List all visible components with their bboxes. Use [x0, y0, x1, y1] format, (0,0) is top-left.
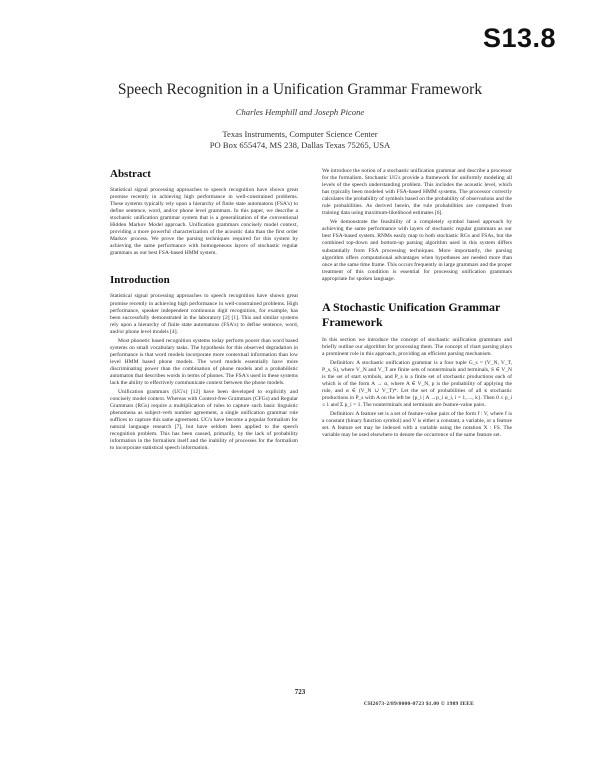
definition-paragraph-2: Definition: A feature set is a set of feature-value pairs of the form f : V, where f is a constant (binary function symbol) and V is either a constant, a variable, or a feature set. A feature set may be indexed with a variable using the notation X : FS. The variable may be used elsewhere to denote the occurrence of the same feature set.: [322, 411, 512, 439]
right-paragraph-1: We introduce the notion of a stochastic unification grammar and describe a processor for the formalism. Stochastic UG's provide a framework for uniformly modeling all levels of the speech understanding problem. This includes the acoustic level, which has typically been modeled with FSA-based HMM systems. The processor correctly calculates the probability of symbols based on the probability of observations and the rule probabilities. As derived herein, the rule probabilities are computed from training data using maximum-likelihood estimates [6].: [322, 168, 512, 217]
session-code: S13.8: [482, 23, 556, 53]
introduction-heading: Introduction: [110, 274, 170, 287]
right-paragraph-3: In this section we introduce the concept of stochastic unification grammars and briefly outline our algorithm for processing them. The concept of chart parsing plays a prominent role in this approach, providing an efficient parsing mechanism.: [322, 336, 512, 357]
intro-paragraph-2: Most phonetic based recognition systems today perform poorer than word based systems on small vocabulary tasks. The hypothesis for this observed degradation in performance is that word models incorporate more contextual information than low level HMM based phone models. The word models essentially have more discriminating power than the combination of phone models and a probabilistic automaton that describes words in terms of phones. The FSA's used in these systems lack the ability to effectively communicate context between the phone models.: [110, 337, 298, 387]
page-number: 723: [294, 688, 306, 696]
catalog-code: CH2673-2/89/0000-0723 $1.00 © 1989 IEEE: [363, 701, 474, 707]
authors: Charles Hemphill and Joseph Picone: [235, 107, 365, 117]
intro-paragraph-1: Statistical signal processing approaches to speech recognition have shown great promise recently in achieving high performance in well-constrained problems. High performance, speaker independent continuous digit recognition, for example, has been successfully demonstrated in the laboratory [2] [1]. This and similar systems rely upon a hierarchy of finite state automatons (FSA's) to define sentence, word, and/or phone level models [4].: [110, 293, 298, 335]
affiliation-line-2: PO Box 655474, MS 238, Dallas Texas 75265, USA: [209, 140, 391, 150]
intro-paragraph-3: Unification grammars (UG's) [12] have been developed to explicitly and concisely model context. Whereas with Context-free Grammars (CFGs) and Regular Grammars (RGs) require a multiplication of rules to capture such basic linguistic phenomena as subject-verb number agreement, a single unification grammar rule suffices to capture this same agreement. UG's have become a popular formalism for natural language research [7], but have seldom been applied to the speech recognition problem. This has been caused, primarily, by the lack of probability information in the formalism itself and the inability of processes for the formalism to incorporate statistical speech information.: [110, 389, 298, 452]
definition-paragraph-1: Definition: A stochastic unification grammar is a four tuple G_s = (V_N, V_T, P_s, S), where V_N and V_T are finite sets of nonterminals and terminals, S ∈ V_N is the set of start symbols, and P_s is a finite set of stochastic productions each of which is of the form A → α, where A ∈ V_N, p is the probability of applying the rule, and α ∈ (V_N ∪ V_T)*. Let the set of probabilities of all k stochastic productions in P_s with A on the left be {p_i | A →p_i α_i, i = 1, ..., k}. Then 0 ≤ p_i ≤ 1 and Σ p_i = 1. The nonterminals and terminals are feature-value pairs.: [322, 359, 512, 409]
right-column: [322, 168, 512, 441]
left-column: [110, 168, 298, 455]
stochastic-ug-heading: A Stochastic Unification Grammar Framework: [322, 299, 501, 329]
abstract-heading: Abstract: [110, 168, 151, 180]
right-paragraph-2: We demonstrate the feasibility of a completely symbol based approach by achieving the same performance with layers of stochastic regular grammars as our best FSA-based system. RNMs easily map to both stochastic RGs and FSAs, but the combined top-down and bottom-up parsing algorithm used in this system differs substantially from FSA processing techniques. More importantly, the parsing algorithm offers computational advantages when hypotheses are needed more than once at the same time frame. This occurs frequently in large grammars and the proper treatment of this condition is essential for processing unification grammars appropriate for spoken language.: [322, 219, 513, 282]
paper-title: Speech Recognition in a Unification Grammar Framework: [117, 81, 483, 98]
abstract-paragraph: Statistical signal processing approaches to speech recognition have shown great promise recently in achieving high performance in well-constrained problems. These systems typically rely upon a hierarchy of finite state automatons (FSA's) to define sentence, word, and/or phone level grammars. In this paper, we describe a stochastic unification grammar system that is a generalization of the conventional Hidden Markov Model approach. Unification grammars concisely model context, providing a more powerful characterization of the acoustic data than the first order Markov process. We prove the parsing techniques required for this system by achieving the same performance with homogeneous layers of stochastic regular grammars as our best FSA-based HMM system.: [110, 187, 298, 257]
affiliation-line-1: Texas Instruments, Computer Science Center: [222, 129, 378, 139]
